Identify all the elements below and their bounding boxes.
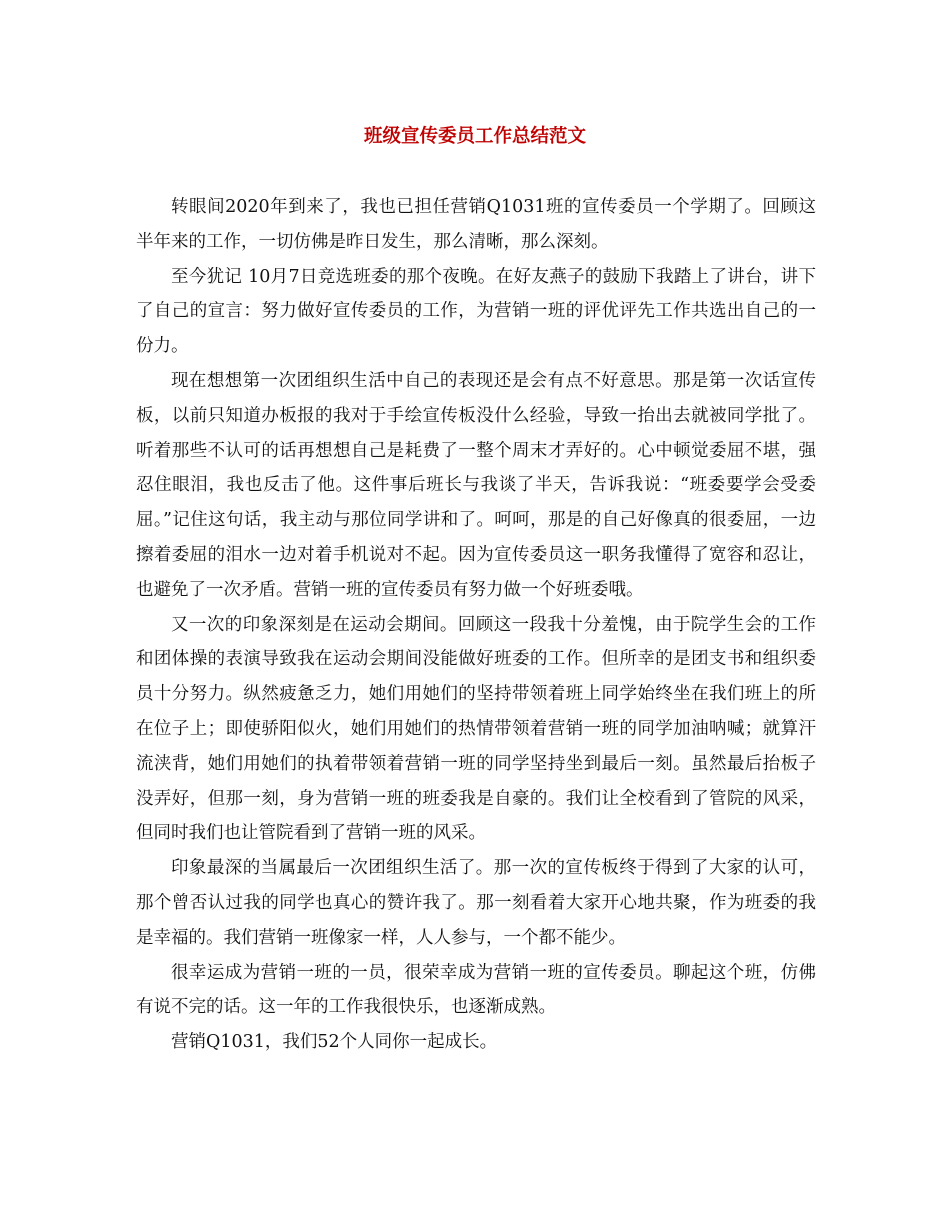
paragraph-2: 至今犹记 10月7日竞选班委的那个夜晚。在好友燕子的鼓励下我踏上了讲台，讲下了自己的宣言：努力做好宣传委员的工作，为营销一班的评优评先工作共选出自己的一份力。 [136,266,816,357]
paragraph-5: 印象最深的当属最后一次团组织生活了。那一次的宣传板终于得到了大家的认可，那个曾否认过我的同学也真心的赞许我了。那一刻看着大家开心地共聚，作为班委的我是幸福的。我们营销一班像家一样，人人参与，一个都不能少。 [136,858,816,948]
paragraph-3: 现在想想第一次团组织生活中自己的表现还是会有点不好意思。那是第一次话宣传板，以前只知道办板报的我对于手绘宣传板没什么经验，导致一抬出去就被同学批了。听着那些不认可的话再想想自己是耗费了一整个周末才弄好的。心中顿觉委屈不堪，强忍住眼泪，我也反击了他。这件事后班长与我谈了半天，告诉我说：“班委要学会受委屈。”记住这句话，我主动与那位同学讲和了。呵呵，那是的自己好像真的很委屈，一边擦着委屈的泪水一边对着手机说对不起。因为宣传委员这一职务我懂得了宽容和忍让，也避免了一次矛盾。营销一班的宣传委员有努力做一个好班委哦。 [136,370,816,600]
paragraph-6: 很幸运成为营销一班的一员，很荣幸成为营销一班的宣传委员。聊起这个班，仿佛有说不完的话。这一年的工作我很快乐，也逐渐成熟。 [136,962,816,1018]
paragraph-1: 转眼间2020年到来了，我也已担任营销Q1031班的宣传委员一个学期了。回顾这半年来的工作，一切仿佛是昨日发生，那么清晰，那么深刻。 [136,197,816,252]
paragraph-4: 又一次的印象深刻是在运动会期间。回顾这一段我十分羞愧，由于院学生会的工作和团体操的表演导致我在运动会期间没能做好班委的工作。但所幸的是团支书和组织委员十分努力。纵然疲惫乏力，她们用她们的坚持带领着班上同学始终坐在我们班上的所在位子上；即使骄阳似火，她们用她们的热情带领着营销一班的同学加油呐喊；就算汗流浃背，她们用她们的执着带领着营销一班的同学坚持坐到最后一刻。虽然最后抬板子没弄好，但那一刻，身为营销一班的班委我是自豪的。我们让全校看到了管院的风采，但同时我们也让管院看到了营销一班的风采。 [136,614,816,844]
paragraph-7: 营销Q1031，我们52个人同你一起成长。 [171,1032,498,1053]
document-body [136,190,816,1060]
document-title: 班级宣传委员工作总结范文 [363,126,586,147]
